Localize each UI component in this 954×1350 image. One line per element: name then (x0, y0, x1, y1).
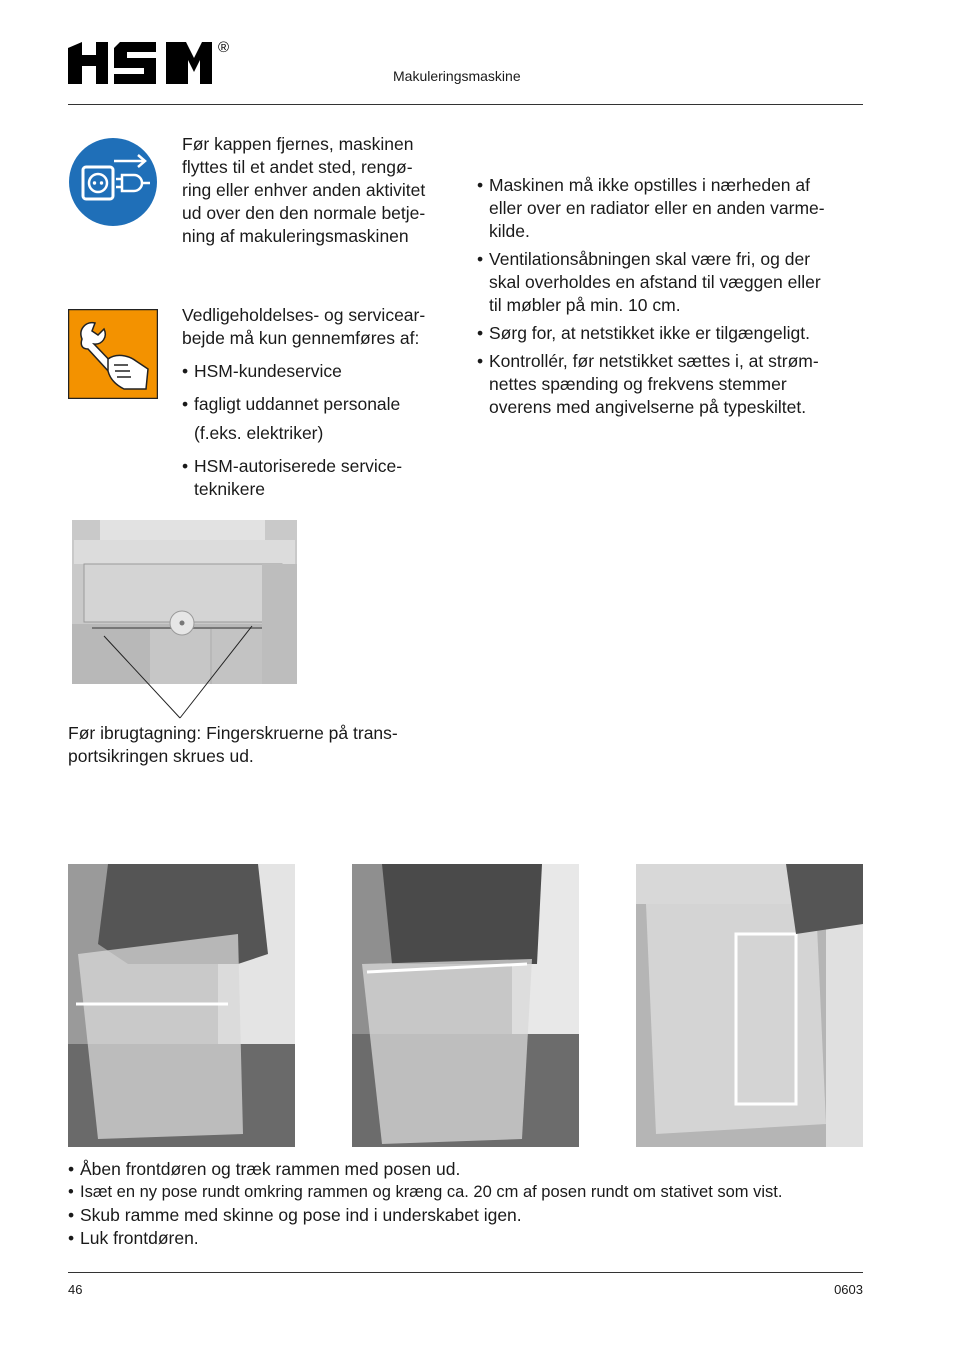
footer-rule (68, 1272, 863, 1273)
document-title: Makuleringsmaskine (393, 68, 521, 84)
shredder-transport-lock-photo (72, 520, 297, 720)
hsm-logo (68, 38, 238, 88)
bag-step-photo-2 (352, 864, 579, 1147)
list-item: • Kontrollér, før netstikket sættes i, at strøm- nettes spænding og frekvens stemmer overens med angivelserne på typeskiltet. (477, 350, 867, 419)
maintenance-notice (182, 304, 472, 501)
registered-mark: ® (218, 39, 230, 56)
authorized-list (182, 360, 472, 501)
bag-step-photo-1 (68, 864, 295, 1147)
header-rule (68, 104, 863, 105)
list-item: • Isæt en ny pose rundt omkring rammen og kræng ca. 20 cm af posen rundt om stativet som vist. (68, 1181, 868, 1204)
list-item: • fagligt uddannet personale (f.eks. elektriker) (182, 393, 472, 445)
doc-code: 0603 (834, 1282, 863, 1297)
unplug-icon (68, 137, 158, 227)
list-item: • Maskinen må ikke opstilles i nærheden af eller over en radiator eller en anden varme- kilde. (477, 174, 867, 243)
wrench-hand-icon (68, 309, 158, 399)
list-item: • HSM-kundeservice (182, 360, 472, 383)
installation-notes (477, 174, 867, 419)
bag-step-photo-3 (636, 864, 863, 1147)
page-number: 46 (68, 1282, 83, 1297)
list-item: • Luk frontdøren. (68, 1227, 868, 1250)
maintenance-intro: Vedligeholdelses- og servicear- bejde må kun gennemføres af: (182, 305, 426, 348)
list-item: • Ventilationsåbningen skal være fri, og der skal overholdes en afstand til væggen eller til møbler på min. 10 cm. (477, 248, 867, 317)
bag-steps (68, 1158, 868, 1250)
transport-lock-caption: Før ibrugtagning: Fingerskruerne på trans- portsikringen skrues ud. (68, 723, 398, 766)
list-item: • HSM-autoriserede service- teknikere (182, 455, 472, 501)
unplug-notice-text: Før kappen fjernes, maskinen flyttes til et andet sted, rengø- ring eller enhver anden aktivitet ud over den den normale betje- ning af makuleringsmaskinen (182, 134, 426, 246)
list-item: • Åben frontdøren og træk rammen med posen ud. (68, 1158, 868, 1181)
list-item: • Skub ramme med skinne og pose ind i underskabet igen. (68, 1204, 868, 1227)
list-item: • Sørg for, at netstikket ikke er tilgængeligt. (477, 322, 867, 345)
